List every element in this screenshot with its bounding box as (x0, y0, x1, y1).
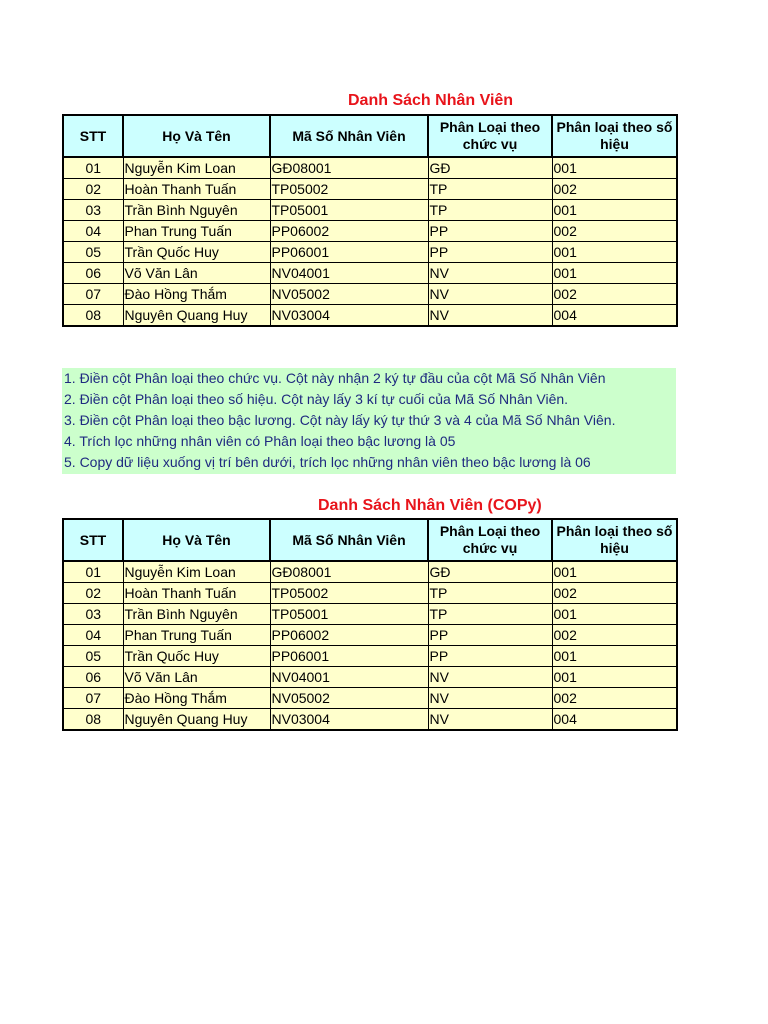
cell-position-class[interactable]: PP (428, 646, 552, 667)
cell-number-class[interactable]: 004 (552, 709, 677, 731)
cell-stt[interactable]: 01 (63, 157, 123, 179)
header-row (63, 519, 677, 561)
table-row (63, 157, 677, 179)
cell-stt[interactable]: 05 (63, 242, 123, 263)
cell-stt[interactable]: 05 (63, 646, 123, 667)
cell-position-class[interactable]: TP (428, 583, 552, 604)
cell-stt[interactable]: 02 (63, 179, 123, 200)
cell-name[interactable]: Phan Trung Tuấn (123, 221, 270, 242)
header-stt: STT (63, 519, 123, 561)
cell-number-class[interactable]: 001 (552, 157, 677, 179)
cell-stt[interactable]: 08 (63, 305, 123, 327)
cell-position-class[interactable]: PP (428, 242, 552, 263)
cell-number-class[interactable]: 001 (552, 667, 677, 688)
cell-employee-id[interactable]: TP05001 (270, 604, 428, 625)
cell-position-class[interactable]: GĐ (428, 157, 552, 179)
cell-number-class[interactable]: 001 (552, 200, 677, 221)
table-row (63, 221, 677, 242)
cell-position-class[interactable]: TP (428, 179, 552, 200)
header-number-class: Phân loại theo số hiệu (552, 519, 677, 561)
table-row (63, 583, 677, 604)
header-name: Họ Và Tên (123, 519, 270, 561)
table-row (63, 625, 677, 646)
cell-employee-id[interactable]: PP06002 (270, 221, 428, 242)
cell-employee-id[interactable]: TP05001 (270, 200, 428, 221)
cell-stt[interactable]: 04 (63, 221, 123, 242)
cell-stt[interactable]: 06 (63, 667, 123, 688)
cell-number-class[interactable]: 001 (552, 263, 677, 284)
cell-stt[interactable]: 08 (63, 709, 123, 731)
cell-position-class[interactable]: NV (428, 709, 552, 731)
cell-number-class[interactable]: 002 (552, 221, 677, 242)
cell-employee-id[interactable]: NV03004 (270, 305, 428, 327)
cell-number-class[interactable]: 001 (552, 646, 677, 667)
header-employee-id: Mã Số Nhân Viên (270, 115, 428, 157)
cell-employee-id[interactable]: NV04001 (270, 667, 428, 688)
cell-position-class[interactable]: NV (428, 667, 552, 688)
cell-stt[interactable]: 07 (63, 284, 123, 305)
cell-position-class[interactable]: TP (428, 200, 552, 221)
cell-number-class[interactable]: 002 (552, 583, 677, 604)
header-position-class: Phân Loại theo chức vụ (428, 115, 552, 157)
cell-number-class[interactable]: 002 (552, 688, 677, 709)
cell-employee-id[interactable]: PP06001 (270, 242, 428, 263)
cell-stt[interactable]: 07 (63, 688, 123, 709)
table-row (63, 604, 677, 625)
cell-stt[interactable]: 01 (63, 561, 123, 583)
cell-employee-id[interactable]: GĐ08001 (270, 561, 428, 583)
instruction-line[interactable]: 5. Copy dữ liệu xuống vị trí bên dưới, trích lọc những nhân viên theo bậc lương là 06 (64, 454, 591, 470)
cell-name[interactable]: Nguyễn Kim Loan (123, 157, 270, 179)
header-stt: STT (63, 115, 123, 157)
employee-table-copy (62, 518, 678, 731)
cell-position-class[interactable]: NV (428, 305, 552, 327)
cell-number-class[interactable]: 001 (552, 604, 677, 625)
cell-name[interactable]: Hoàn Thanh Tuấn (123, 179, 270, 200)
cell-name[interactable]: Trần Quốc Huy (123, 242, 270, 263)
cell-name[interactable]: Nguyễn Kim Loan (123, 561, 270, 583)
cell-number-class[interactable]: 002 (552, 284, 677, 305)
cell-number-class[interactable]: 002 (552, 625, 677, 646)
cell-name[interactable]: Trần Bình Nguyên (123, 200, 270, 221)
cell-number-class[interactable]: 002 (552, 179, 677, 200)
header-position-class: Phân Loại theo chức vụ (428, 519, 552, 561)
table-row (63, 200, 677, 221)
cell-name[interactable]: Võ Văn Lân (123, 667, 270, 688)
cell-stt[interactable]: 03 (63, 604, 123, 625)
cell-name[interactable]: Phan Trung Tuấn (123, 625, 270, 646)
cell-stt[interactable]: 02 (63, 583, 123, 604)
cell-name[interactable]: Nguyên Quang Huy (123, 709, 270, 731)
cell-name[interactable]: Nguyên Quang Huy (123, 305, 270, 327)
cell-name[interactable]: Trần Quốc Huy (123, 646, 270, 667)
cell-number-class[interactable]: 001 (552, 242, 677, 263)
instructions-block (62, 368, 676, 474)
header-number-class: Phân loại theo số hiệu (552, 115, 677, 157)
instruction-line[interactable]: 4. Trích lọc những nhân viên có Phân loại theo bậc lương là 05 (64, 433, 456, 449)
instruction-line[interactable]: 3. Điền cột Phân loại theo bậc lương. Cột này lấy ký tự thứ 3 và 4 của Mã Số Nhân Viên. (64, 412, 616, 428)
cell-name[interactable]: Trần Bình Nguyên (123, 604, 270, 625)
table2-title: Danh Sách Nhân Viên (COPy) (318, 497, 542, 514)
cell-stt[interactable]: 06 (63, 263, 123, 284)
table-row (63, 284, 677, 305)
cell-employee-id[interactable]: NV04001 (270, 263, 428, 284)
table-row (63, 667, 677, 688)
cell-position-class[interactable]: PP (428, 221, 552, 242)
table-row (63, 561, 677, 583)
table-row (63, 709, 677, 731)
cell-name[interactable]: Hoàn Thanh Tuấn (123, 583, 270, 604)
table-row (63, 263, 677, 284)
cell-employee-id[interactable]: TP05002 (270, 583, 428, 604)
table-row (63, 688, 677, 709)
header-row (63, 115, 677, 157)
table-row (63, 305, 677, 327)
cell-employee-id[interactable]: PP06002 (270, 625, 428, 646)
cell-position-class[interactable]: GĐ (428, 561, 552, 583)
cell-employee-id[interactable]: NV03004 (270, 709, 428, 731)
employee-table (62, 114, 678, 327)
cell-position-class[interactable]: TP (428, 604, 552, 625)
table-row (63, 179, 677, 200)
instruction-line[interactable]: 1. Điền cột Phân loại theo chức vụ. Cột này nhận 2 ký tự đầu của cột Mã Số Nhân Viên (64, 370, 606, 386)
cell-position-class[interactable]: PP (428, 625, 552, 646)
table-row (63, 646, 677, 667)
cell-number-class[interactable]: 001 (552, 561, 677, 583)
cell-stt[interactable]: 03 (63, 200, 123, 221)
cell-stt[interactable]: 04 (63, 625, 123, 646)
cell-name[interactable]: Đào Hồng Thắm (123, 688, 270, 709)
cell-number-class[interactable]: 004 (552, 305, 677, 327)
table1-title: Danh Sách Nhân Viên (348, 92, 514, 109)
instruction-line[interactable]: 2. Điền cột Phân loại theo số hiệu. Cột này lấy 3 kí tự cuối của Mã Số Nhân Viên. (64, 391, 569, 407)
cell-position-class[interactable]: NV (428, 688, 552, 709)
cell-name[interactable]: Đào Hồng Thắm (123, 284, 270, 305)
cell-employee-id[interactable]: TP05002 (270, 179, 428, 200)
cell-employee-id[interactable]: GĐ08001 (270, 157, 428, 179)
header-employee-id: Mã Số Nhân Viên (270, 519, 428, 561)
cell-employee-id[interactable]: PP06001 (270, 646, 428, 667)
table-row (63, 242, 677, 263)
cell-employee-id[interactable]: NV05002 (270, 284, 428, 305)
header-name: Họ Và Tên (123, 115, 270, 157)
cell-position-class[interactable]: NV (428, 284, 552, 305)
cell-name[interactable]: Võ Văn Lân (123, 263, 270, 284)
cell-employee-id[interactable]: NV05002 (270, 688, 428, 709)
cell-position-class[interactable]: NV (428, 263, 552, 284)
